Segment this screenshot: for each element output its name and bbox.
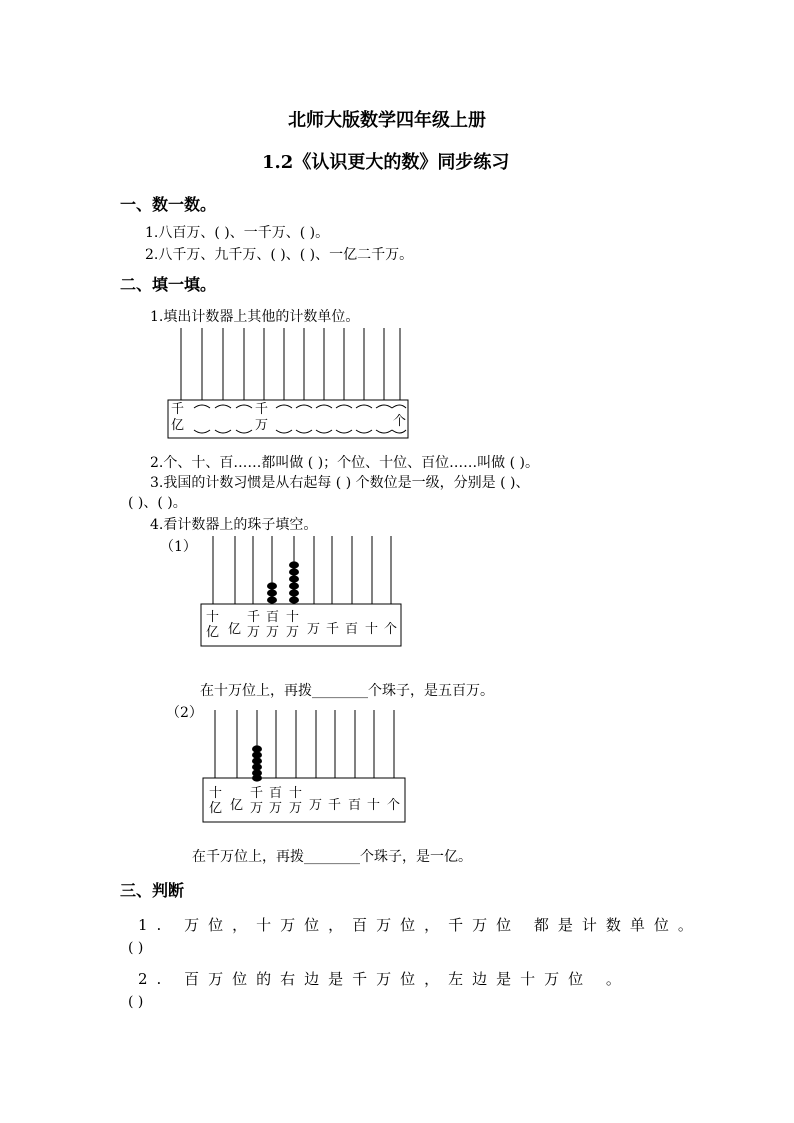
abacus-3-label-6: 千 [328, 798, 342, 813]
judgement-1: 1. 万位，十万位，百万位，千万位 都是计数单位。 [138, 916, 702, 934]
abacus-1 [160, 326, 420, 442]
abacus-2-label-5: 万 [307, 622, 321, 637]
judgement-2: 2. 百万位的右边是千万位，左边是十万位 。 [138, 970, 630, 988]
abacus-2-label-8: 十 [365, 622, 379, 637]
abacus-3-label-1: 亿 [230, 798, 244, 813]
question-2-1: 1.填出计数器上其他的计数单位。 [150, 309, 360, 325]
abacus-3-beads-qianwan [252, 745, 262, 781]
abacus-3-label-5: 万 [309, 798, 323, 813]
doc-subtitle: 1.2《认识更大的数》同步练习 [262, 152, 510, 173]
abacus-2-label-9: 个 [384, 622, 398, 637]
section-3-heading: 三、判断 [120, 881, 185, 900]
abacus-3-label-0: 十亿 [209, 786, 223, 816]
section-1-heading: 一、数一数。 [120, 195, 217, 214]
abacus-3-label-7: 百 [348, 798, 362, 813]
abacus-1-label-qianyi: 千亿 [171, 402, 185, 433]
abacus-2-label-2: 千万 [247, 610, 261, 640]
abacus-2-label-1: 亿 [228, 622, 242, 637]
judgement-2-answer[interactable]: ( ) [128, 994, 144, 1010]
question-2-3a: 3.我国的计数习惯是从右起每 ( ) 个数位是一级，分别是 ( )、 [150, 475, 530, 491]
abacus-3-label-4: 十万 [289, 786, 303, 816]
sub-question-1-text: 在十万位上，再拨________个珠子，是五百万。 [200, 683, 494, 699]
question-2-3b: ( )、( )。 [128, 495, 187, 511]
abacus-2-label-6: 千 [326, 622, 340, 637]
abacus-3-label-2: 千万 [250, 786, 264, 816]
question-1-2: 2.八千万、九千万、( )、( )、一亿二千万。 [145, 247, 414, 263]
abacus-2-label-7: 百 [345, 622, 359, 637]
question-1-1: 1.八百万、( )、一千万、( )。 [145, 225, 330, 241]
doc-title: 北师大版数学四年级上册 [288, 110, 486, 131]
judgement-1-answer[interactable]: ( ) [128, 940, 144, 956]
question-2-4: 4.看计数器上的珠子填空。 [150, 517, 318, 533]
abacus-3-label-3: 百万 [269, 786, 283, 816]
section-2-heading: 二、填一填。 [120, 275, 217, 294]
abacus-2-label-0: 十亿 [206, 610, 220, 640]
abacus-3-label-9: 个 [387, 798, 401, 813]
sub-question-2-text: 在千万位上，再拨________个珠子，是一亿。 [192, 849, 472, 865]
sub-question-1-tag: （1） [160, 539, 197, 555]
question-2-2: 2.个、十、百……都叫做 ( )；个位、十位、百位……叫做 ( )。 [150, 455, 540, 471]
abacus-2-label-3: 百万 [266, 610, 280, 640]
abacus-1-label-ge: 个 [393, 414, 407, 429]
abacus-2-beads-shiwan [289, 561, 299, 603]
sub-question-2-tag: （2） [166, 705, 203, 721]
abacus-1-label-qianwan: 千万 [255, 402, 269, 433]
abacus-2-beads-baiwan [267, 582, 277, 603]
abacus-3-label-8: 十 [367, 798, 381, 813]
abacus-2-label-4: 十万 [286, 610, 300, 640]
